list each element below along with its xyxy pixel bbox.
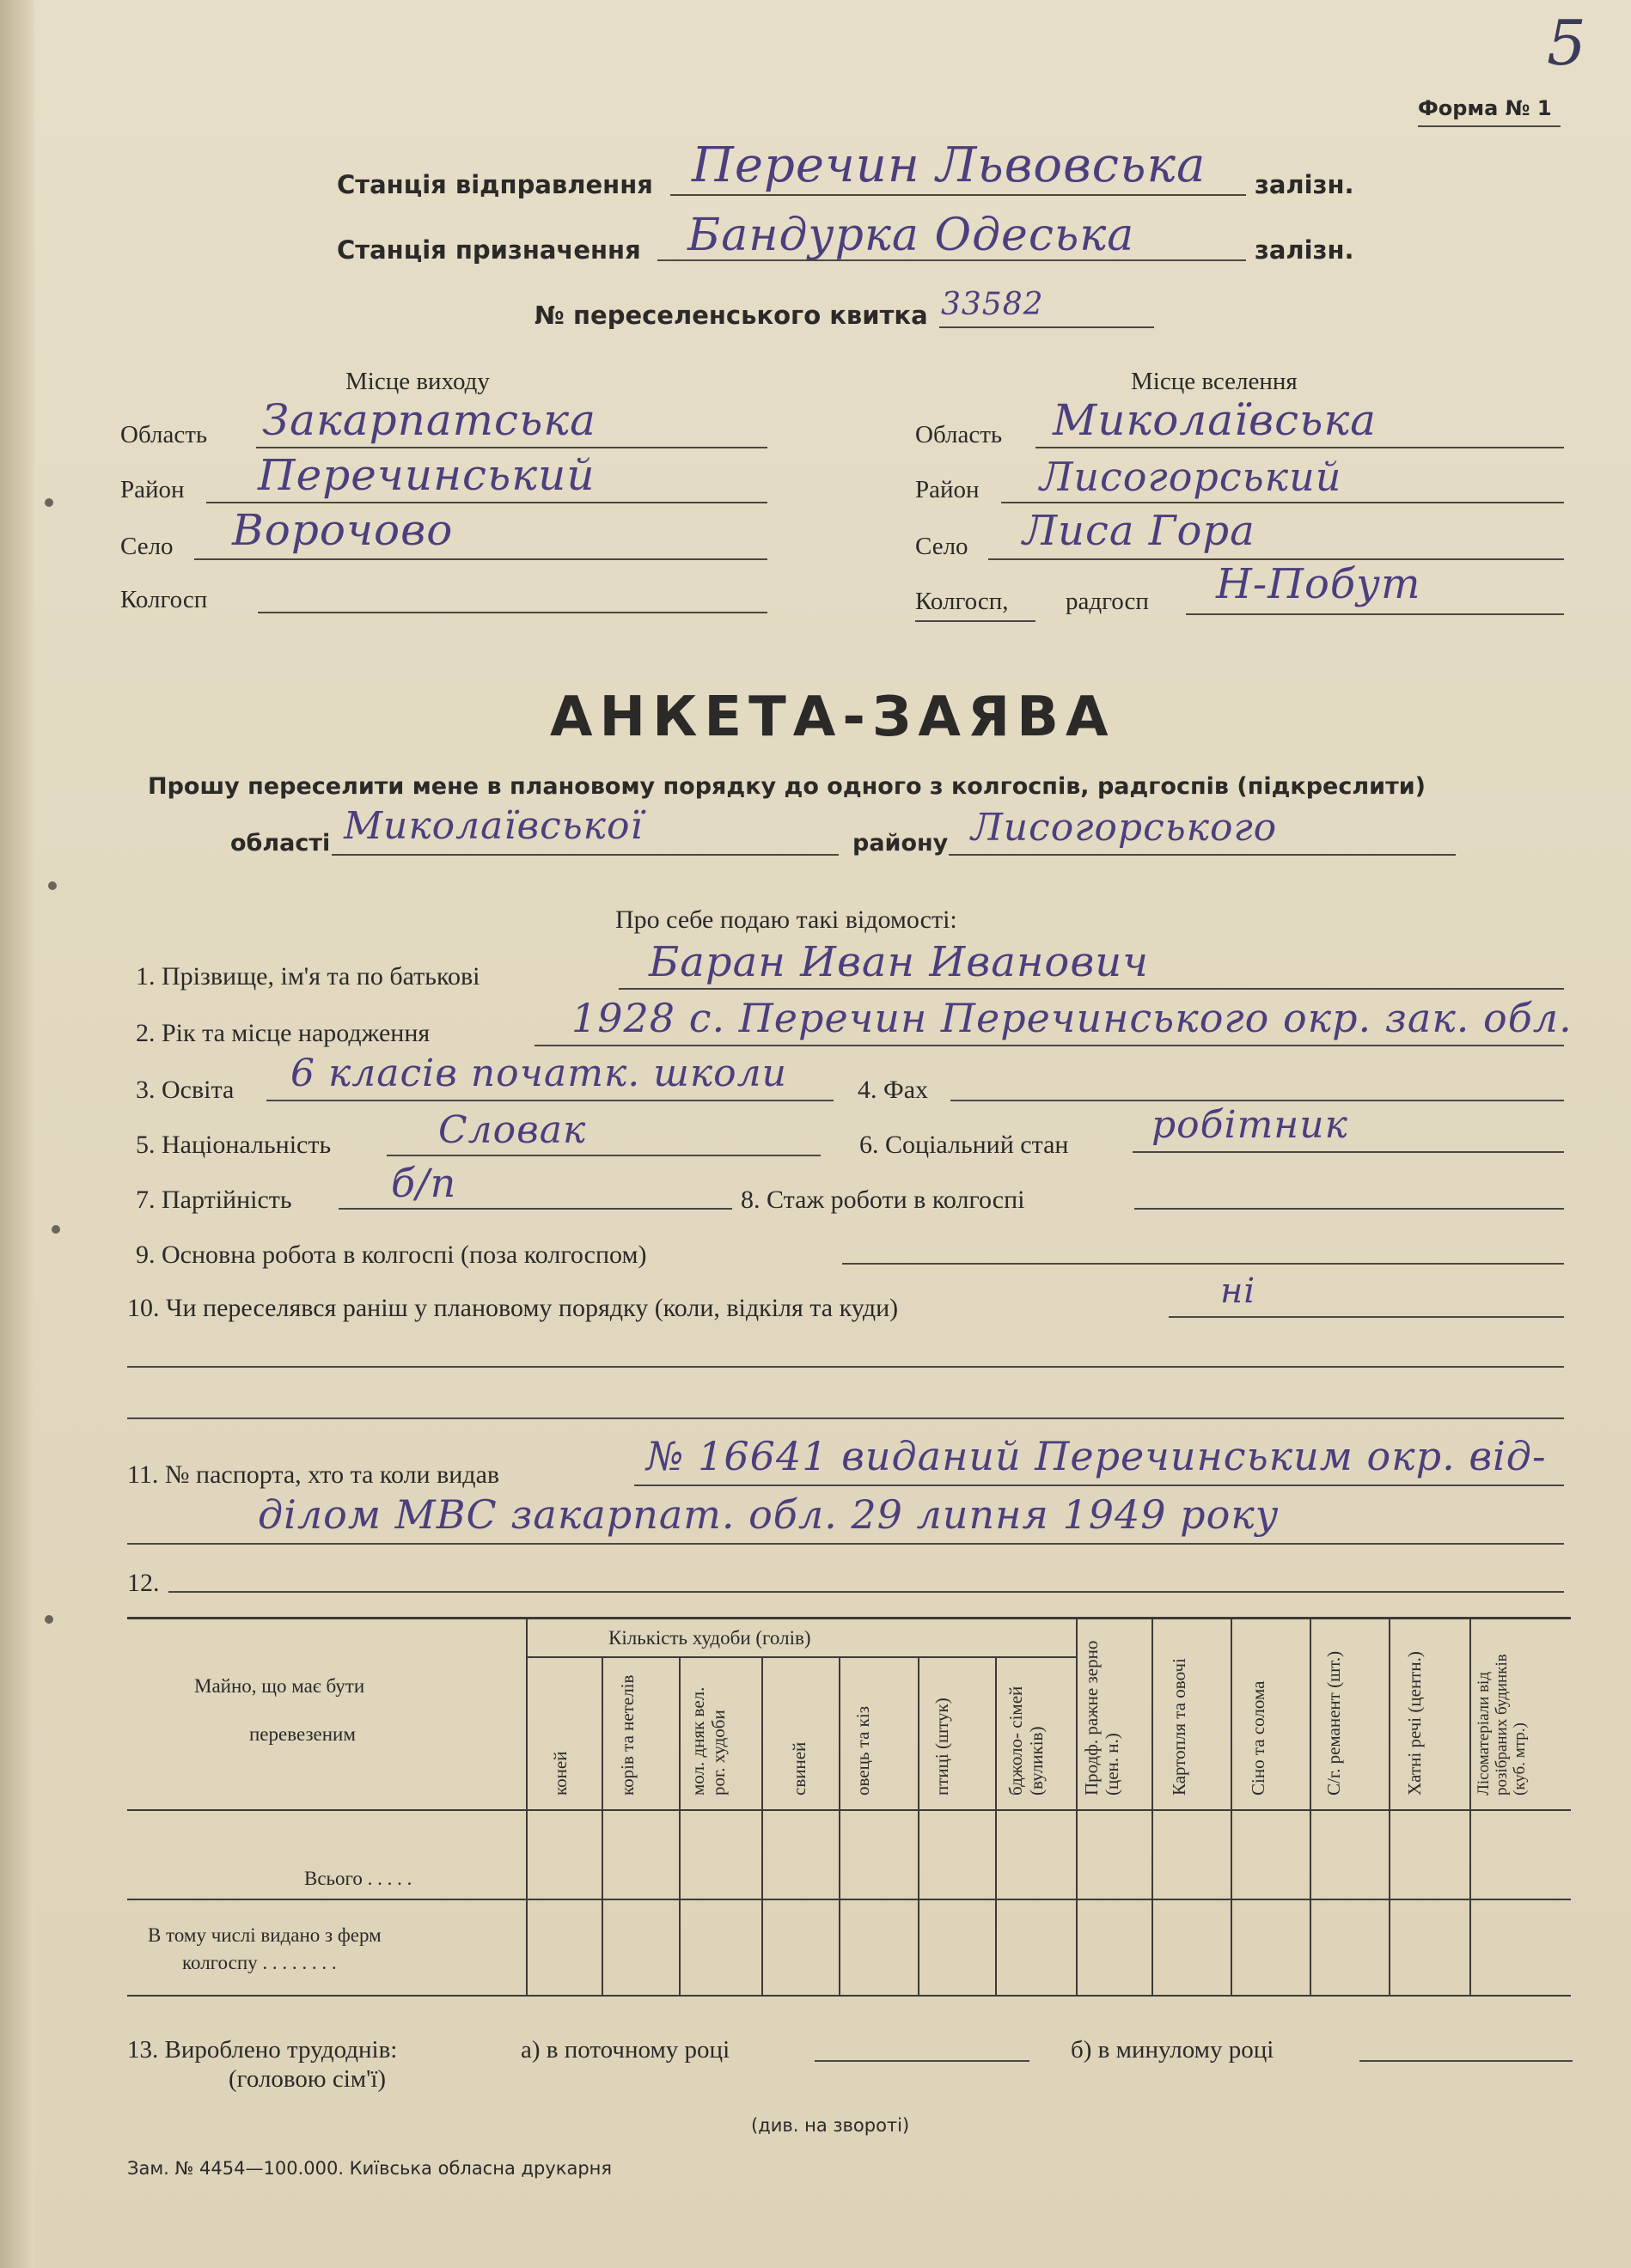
origin-oblast-label: Область (120, 421, 208, 448)
col-poultry: птиці (штук) (932, 1698, 952, 1796)
table-col-divider (1389, 1617, 1390, 1995)
col-grain: Продф. ражне зерно (цен. н.) (1081, 1640, 1122, 1796)
ticket-line (939, 326, 1154, 328)
col-pigs: свиней (789, 1741, 809, 1796)
origin-raion-line (206, 502, 767, 503)
field-7-line (339, 1208, 732, 1210)
table-col-divider (1310, 1617, 1311, 1995)
field-11-label: 11. № паспорта, хто та коли видав (127, 1460, 500, 1489)
punch-hole (45, 1615, 53, 1624)
origin-oblast-value: Закарпатська (262, 395, 596, 445)
destination-raion-value: Лисогорський (1040, 454, 1342, 500)
field-7-value: б/п (391, 1160, 457, 1206)
field-7-label: 7. Партійність (136, 1186, 292, 1214)
destination-raion-label: Район (915, 476, 980, 503)
see-back-note: (див. на звороті) (751, 2115, 910, 2136)
field-8-label: 8. Стаж роботи в колгоспі (741, 1186, 1025, 1214)
destination-oblast-label: Область (915, 421, 1003, 448)
destination-title: Місце вселення (1131, 368, 1298, 395)
field-9-label: 9. Основна робота в колгоспі (поза колгоспом) (136, 1241, 647, 1269)
field-13-a-label: а) в поточному році (521, 2036, 730, 2064)
property-label-2: перевезеним (249, 1723, 356, 1745)
field-11-line-1 (634, 1485, 1564, 1486)
field-11-line-2 (127, 1543, 1564, 1545)
row-total-label: Всього . . . . . (304, 1868, 412, 1889)
origin-selo-value: Ворочово (232, 505, 454, 555)
field-13-sub: (головою сім'ї) (229, 2065, 387, 2093)
destination-radhosp-label: радгосп (1066, 588, 1149, 615)
field-10-line (1169, 1316, 1564, 1318)
field-13-a-line (815, 2060, 1029, 2062)
col-potatoes: Картопля та овочі (1169, 1658, 1189, 1796)
departure-label: Станція відправлення (337, 170, 653, 199)
field-2-line (535, 1045, 1564, 1046)
origin-raion-label: Район (120, 476, 185, 503)
field-6-line (1133, 1151, 1564, 1153)
field-9-line (842, 1263, 1564, 1265)
field-5-label: 5. Національність (136, 1131, 332, 1159)
table-row-total-bottom (127, 1899, 1571, 1900)
punch-hole (48, 881, 57, 890)
col-timber: Лісоматеріали від розібраних будинків (куб. мтр.) (1475, 1654, 1529, 1796)
table-col-divider (761, 1656, 763, 1995)
destination-kolhosp-underline (915, 620, 1035, 622)
destination-suffix: залізн. (1255, 235, 1354, 265)
printer-note: Зам. № 4454—100.000. Київська обласна друкарня (127, 2158, 613, 2179)
origin-selo-label: Село (120, 533, 174, 560)
field-1-label: 1. Прізвище, ім'я та по батькові (136, 962, 480, 991)
field-13-b-line (1359, 2060, 1573, 2062)
table-col-divider (839, 1656, 840, 1995)
table-bottom-border (127, 1995, 1571, 1997)
field-5-line (387, 1155, 821, 1156)
field-3-label: 3. Освіта (136, 1076, 235, 1104)
destination-line (657, 259, 1246, 261)
destination-kolhosp-line (1186, 613, 1564, 615)
paper-edge (0, 0, 34, 2268)
request-text: Прошу переселити мене в плановому порядку до одного з колгоспів, радгоспів (підкреслити) (148, 773, 1426, 800)
destination-oblast-line (1035, 447, 1564, 448)
col-cows: корів та нетелів (617, 1674, 638, 1796)
field-11-value-1: № 16641 виданий Перечинським окр. від- (646, 1433, 1547, 1479)
about-heading: Про себе подаю такі відомості: (615, 905, 957, 934)
field-3-line (266, 1100, 834, 1101)
destination-raion-line (1001, 502, 1564, 503)
request-oblast-label: області (230, 830, 331, 857)
departure-value: Перечин Львовська (692, 137, 1206, 193)
destination-oblast-value: Миколаївська (1053, 395, 1377, 445)
table-col-divider (602, 1656, 603, 1995)
field-3-value: 6 класів початк. школи (290, 1052, 788, 1095)
form-title: АНКЕТА-ЗАЯВА (550, 686, 1115, 749)
field-6-label: 6. Соціальний стан (859, 1131, 1069, 1159)
field-13-b-label: б) в минулому році (1071, 2036, 1274, 2064)
col-beehives: бджоло- сімей (вуликів) (1005, 1686, 1047, 1796)
ticket-label: № переселенського квитка (535, 301, 928, 330)
col-sheep-goats: овець та кіз (852, 1705, 873, 1796)
field-4-label: 4. Фах (858, 1076, 929, 1104)
destination-kolhosp-label: Колгосп, (915, 588, 1009, 615)
table-col-divider (526, 1617, 528, 1995)
request-oblast-value: Миколаївської (344, 804, 644, 848)
field-10-extra-line-2 (127, 1418, 1564, 1419)
property-label-1: Майно, що має бути (194, 1675, 365, 1697)
origin-oblast-line (256, 447, 767, 448)
field-12-line (168, 1591, 1564, 1593)
table-header-bottom (127, 1809, 1571, 1811)
field-8-line (1134, 1208, 1564, 1210)
field-12-label: 12. (127, 1569, 160, 1597)
table-col-divider (1076, 1617, 1078, 1995)
form-number-underline (1418, 125, 1561, 127)
col-household: Хатні речі (центн.) (1404, 1651, 1425, 1796)
field-10-extra-line-1 (127, 1366, 1564, 1368)
field-10-label: 10. Чи переселявся раніш у плановому порядку (коли, відкіля та куди) (127, 1294, 899, 1322)
destination-selo-value: Лиса Гора (1023, 507, 1255, 555)
field-6-value: робітник (1151, 1103, 1348, 1147)
origin-kolhosp-line (258, 612, 767, 613)
departure-suffix: залізн. (1255, 170, 1354, 199)
punch-hole (45, 498, 53, 507)
col-hay: Сіно та солома (1248, 1680, 1268, 1796)
table-top-border (127, 1617, 1571, 1619)
table-col-divider (995, 1656, 997, 1995)
field-5-value: Словак (438, 1108, 587, 1152)
table-col-divider (679, 1656, 681, 1995)
field-11-value-2: ділом МВС закарпат. обл. 29 липня 1949 року (258, 1491, 1280, 1538)
field-4-line (950, 1100, 1564, 1101)
livestock-header: Кількість худоби (голів) (608, 1627, 811, 1649)
field-13-label: 13. Вироблено трудоднів: (127, 2036, 398, 2064)
ticket-value: 33582 (941, 287, 1044, 322)
table-col-divider (1231, 1617, 1232, 1995)
destination-value: Бандурка Одеська (687, 210, 1135, 261)
request-raion-label: району (852, 830, 949, 857)
origin-title: Місце виходу (345, 368, 490, 395)
livestock-header-line (526, 1656, 1076, 1658)
origin-raion-value: Перечинський (258, 450, 596, 500)
field-10-value: ні (1220, 1271, 1256, 1311)
table-col-divider (1151, 1617, 1153, 1995)
destination-selo-label: Село (915, 533, 968, 560)
destination-kolhosp-value: Н-Побут (1216, 560, 1421, 608)
field-2-value: 1928 с. Перечин Перечинського окр. зак. обл. (571, 995, 1573, 1041)
origin-kolhosp-label: Колгосп (120, 586, 208, 613)
request-raion-value: Лисогорського (971, 806, 1278, 850)
destination-label: Станція призначення (337, 235, 641, 265)
field-2-label: 2. Рік та місце народження (136, 1019, 431, 1047)
row-farm-label-2: колгоспу . . . . . . . . (182, 1952, 337, 1973)
archive-number: 5 (1547, 7, 1587, 79)
row-farm-label-1: В тому числі видано з ферм (148, 1924, 382, 1946)
request-raion-line (949, 854, 1456, 856)
punch-hole (52, 1225, 60, 1234)
table-col-divider (918, 1656, 919, 1995)
form-number: Форма № 1 (1418, 96, 1552, 120)
col-horses: коней (550, 1751, 571, 1796)
col-young-cattle: мол. дняк вел. рог. худоби (687, 1686, 729, 1796)
request-oblast-line (332, 854, 839, 856)
field-1-line (619, 988, 1564, 990)
departure-line (670, 194, 1246, 196)
col-implements: С/г. реманент (шт.) (1323, 1650, 1344, 1796)
origin-selo-line (194, 558, 767, 560)
field-1-value: Баран Иван Иванович (649, 938, 1150, 986)
table-col-divider (1469, 1617, 1471, 1995)
